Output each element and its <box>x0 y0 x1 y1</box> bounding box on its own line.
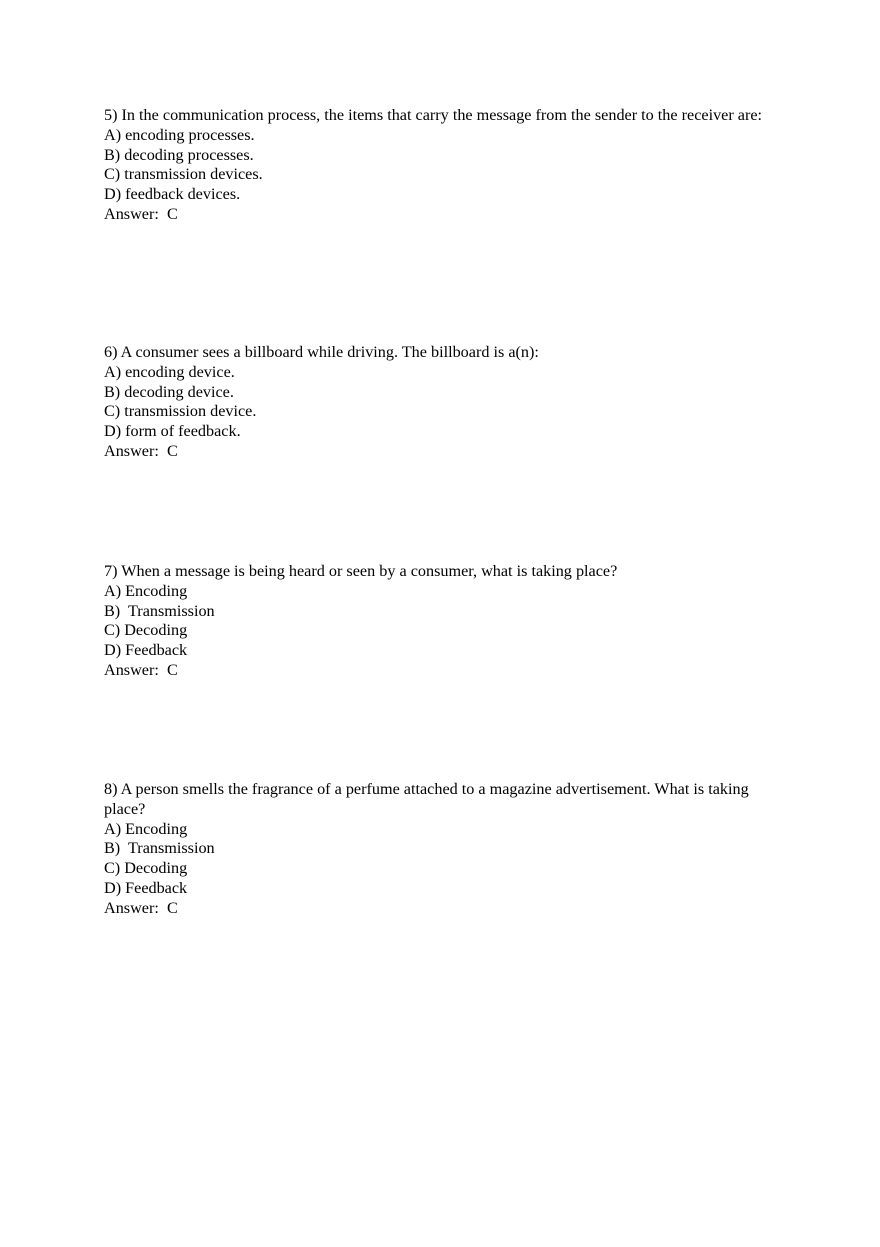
question-stem: 6) A consumer sees a billboard while driving. The billboard is a(n): <box>104 343 539 361</box>
question-5 <box>104 106 794 225</box>
question-stem: 5) In the communication process, the items that carry the message from the sender to the receiver are: <box>104 106 763 124</box>
option-d: D) Feedback <box>104 878 188 897</box>
option-a: A) encoding device. <box>104 362 235 381</box>
answer-line: Answer: C <box>104 898 178 917</box>
answer-line: Answer: C <box>104 204 178 223</box>
option-b: B) Transmission <box>104 601 215 620</box>
option-a: A) Encoding <box>104 581 188 600</box>
question-stem: 8) A person smells the fragrance of a perfume attached to a magazine advertisement. What is taking place? <box>104 780 753 818</box>
option-c: C) transmission device. <box>104 402 257 421</box>
option-b: B) decoding processes. <box>104 145 254 164</box>
question-8 <box>104 780 794 919</box>
option-b: B) Transmission <box>104 839 215 858</box>
option-d: D) form of feedback. <box>104 422 241 441</box>
option-c: C) Decoding <box>104 859 188 878</box>
option-a: A) encoding processes. <box>104 125 255 144</box>
question-6 <box>104 343 794 462</box>
option-c: C) transmission devices. <box>104 165 263 184</box>
question-7 <box>104 562 794 681</box>
option-b: B) decoding device. <box>104 382 234 401</box>
option-a: A) Encoding <box>104 819 188 838</box>
option-c: C) Decoding <box>104 621 188 640</box>
answer-line: Answer: C <box>104 441 178 460</box>
option-d: D) feedback devices. <box>104 185 241 204</box>
answer-line: Answer: C <box>104 660 178 679</box>
option-d: D) Feedback <box>104 641 188 660</box>
question-stem: 7) When a message is being heard or seen by a consumer, what is taking place? <box>104 562 618 580</box>
